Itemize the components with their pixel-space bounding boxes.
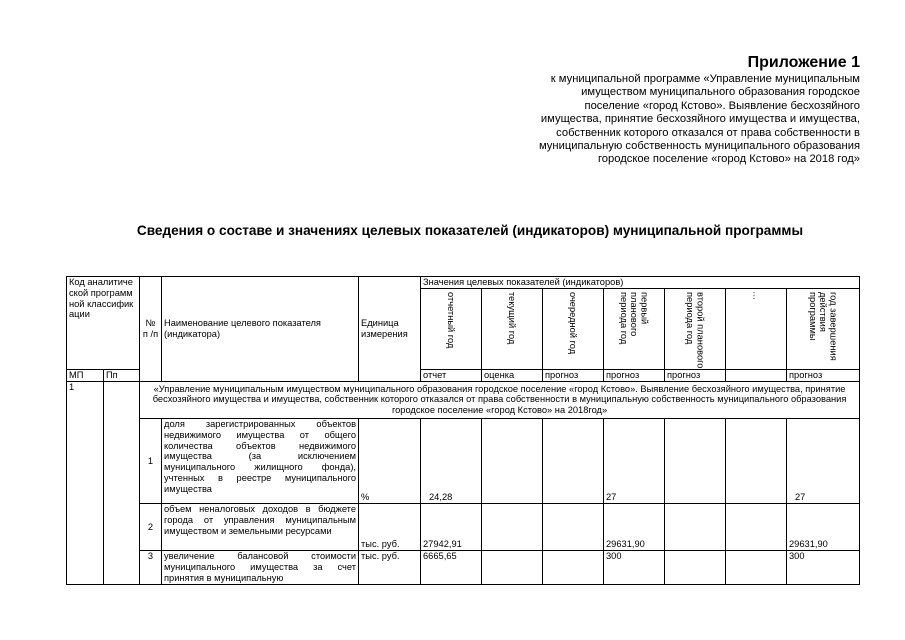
row-value-plan1: 300 bbox=[604, 550, 665, 584]
header-unit: Единица измерения bbox=[359, 277, 421, 382]
header-period-next-year: очередной год bbox=[543, 288, 604, 369]
row-name: увеличение балансовой стоимости муниципального имущества за счет принятия в муниципальную bbox=[162, 550, 359, 584]
row-value-ellipsis bbox=[726, 550, 787, 584]
header-mp: МП bbox=[67, 369, 104, 381]
appendix-title: Приложение 1 bbox=[747, 54, 860, 71]
type-forecast-3: прогноз bbox=[665, 369, 726, 381]
header-pp: Пп bbox=[104, 369, 140, 381]
row-value-ellipsis bbox=[726, 503, 787, 550]
row-value-next bbox=[543, 418, 604, 503]
row-value-plan2 bbox=[665, 503, 726, 550]
row-num: 3 bbox=[140, 550, 162, 584]
row-unit: % bbox=[359, 418, 421, 503]
row-value-end: 27 bbox=[787, 418, 860, 503]
row-value-ellipsis bbox=[726, 418, 787, 503]
program-pp-code bbox=[104, 381, 140, 584]
header-period-end-year: год завершения действия программы bbox=[787, 288, 860, 369]
type-forecast-1: прогноз bbox=[543, 369, 604, 381]
row-value-plan2 bbox=[665, 550, 726, 584]
row-value-report: 27942,91 bbox=[421, 503, 482, 550]
table-row bbox=[67, 550, 860, 584]
type-ellipsis bbox=[726, 369, 787, 381]
header-values-group: Значения целевых показателей (индикаторов) bbox=[421, 277, 860, 289]
row-value-current bbox=[482, 503, 543, 550]
program-mp-code: 1 bbox=[67, 381, 104, 584]
row-unit: тыс. руб. bbox=[359, 503, 421, 550]
header-period-second-plan-year: второй планового периода год bbox=[665, 288, 726, 369]
appendix-subtitle: к муниципальной программе «Управление муниципальным имуществом муниципального образования городское поселение «город Кстово». Выявление бесхозяйного имущества, принятие бесхозяйного имущества и имущества, собственник которого отказался от права собственности в муниципальную собственность муниципального образования городское поселение «город Кстово» на 2018 год» bbox=[538, 73, 860, 166]
row-value-end: 300 bbox=[787, 550, 860, 584]
row-value-current bbox=[482, 418, 543, 503]
row-name: объем неналоговых доходов в бюджете города от управления муниципальным имуществом и земельными ресурсами bbox=[162, 503, 359, 550]
table-row bbox=[67, 418, 860, 503]
row-num: 1 bbox=[140, 418, 162, 503]
type-forecast-2: прогноз bbox=[604, 369, 665, 381]
program-row bbox=[67, 381, 860, 418]
header-period-current-year: текущий год bbox=[482, 288, 543, 369]
type-estimate: оценка bbox=[482, 369, 543, 381]
table-row bbox=[67, 503, 860, 550]
header-period-first-plan-year: первый планового периода год bbox=[604, 288, 665, 369]
row-value-next bbox=[543, 503, 604, 550]
row-value-end: 29631,90 bbox=[787, 503, 860, 550]
type-report: отчет bbox=[421, 369, 482, 381]
row-num: 2 bbox=[140, 503, 162, 550]
row-value-next bbox=[543, 550, 604, 584]
row-value-plan1: 27 bbox=[604, 418, 665, 503]
type-forecast-end: прогноз bbox=[787, 369, 860, 381]
header-period-report-year: отчетный год bbox=[421, 288, 482, 369]
row-name: доля зарегистрированных объектов недвижимого имущества от общего количества объектов недвижимого имущества (за исключением муниципального жилищного фонда), учтенных в реестре муниципального имущества bbox=[162, 418, 359, 503]
row-value-report: 6665,65 bbox=[421, 550, 482, 584]
header-num: № п /п bbox=[140, 277, 162, 382]
row-value-plan1: 29631,90 bbox=[604, 503, 665, 550]
row-value-report: 24,28 bbox=[421, 418, 482, 503]
header-period-ellipsis: … bbox=[726, 288, 787, 369]
header-row-group bbox=[67, 277, 860, 289]
row-unit: тыс. руб. bbox=[359, 550, 421, 584]
row-value-current bbox=[482, 550, 543, 584]
program-name: «Управление муниципальным имуществом муниципального образования городское поселение «город Кстово». Выявление бесхозяйного имущества, принятие бесхозяйного имущества и имущества, собственник которого отказался от права собственности в муниципальную собственность муниципального образования городское поселение «город Кстово» на 2018год» bbox=[140, 381, 860, 418]
indicators-table bbox=[66, 276, 860, 585]
header-name: Наименование целевого показателя (индикатора) bbox=[162, 277, 359, 382]
row-value-plan2 bbox=[665, 418, 726, 503]
header-code: Код аналитической программной классификации bbox=[67, 277, 140, 370]
document-title: Сведения о составе и значениях целевых показателей (индикаторов) муниципальной программы bbox=[136, 223, 804, 238]
